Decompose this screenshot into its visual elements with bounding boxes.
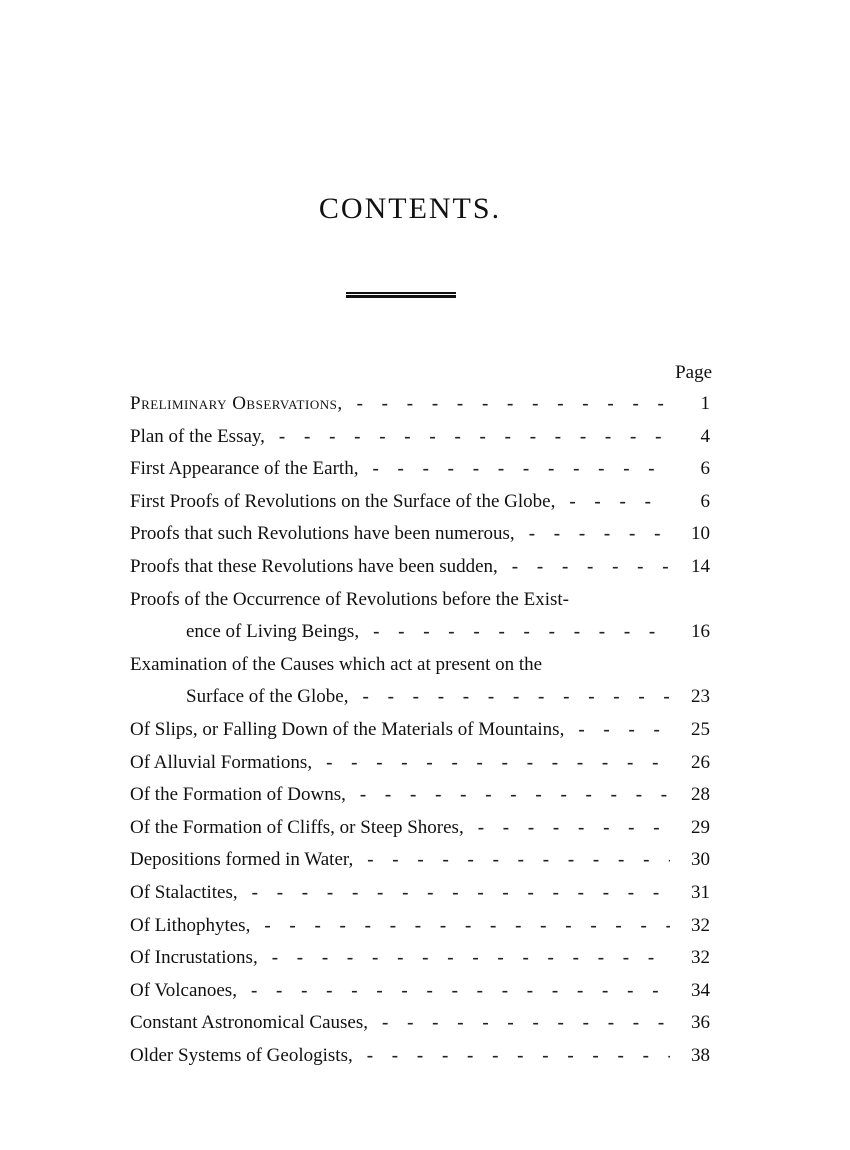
toc-entry-title: Of Stalactites, [130, 881, 238, 903]
toc-entry-page-number: 10 [691, 523, 710, 545]
toc-entry-page-number: 30 [691, 849, 710, 871]
toc-entry-page-number: 32 [691, 947, 710, 969]
dot-leader [367, 1040, 670, 1073]
dot-leader [357, 388, 670, 421]
dot-leader [279, 421, 670, 454]
toc-entry [130, 1007, 710, 1040]
toc-entry [130, 714, 710, 747]
divider-line-top [346, 292, 456, 294]
toc-entry-line [130, 1007, 710, 1040]
toc-entry-page-number: 32 [691, 914, 710, 936]
toc-entry [130, 844, 710, 877]
toc-entry-line [130, 388, 710, 421]
dot-leader [529, 518, 670, 551]
toc-entry [130, 812, 710, 845]
toc-entry-line [130, 584, 710, 617]
dot-leader [382, 1007, 670, 1040]
toc-entry-title: Of Slips, or Falling Down of the Materials of Mountains, [130, 718, 565, 740]
toc-entry-page-number: 31 [691, 881, 710, 903]
dot-leader [367, 844, 670, 877]
toc-entry-line [130, 421, 710, 454]
toc-entry-line [130, 518, 710, 551]
toc-entry [130, 877, 710, 910]
toc-entry-page-number: 25 [691, 718, 710, 740]
toc-entry-title: Constant Astronomical Causes, [130, 1012, 369, 1034]
toc-entry-line [130, 714, 710, 747]
toc-entry [130, 453, 710, 486]
dot-leader [272, 942, 670, 975]
toc-entry-line [130, 453, 710, 486]
toc-entry-page-number: 6 [700, 458, 710, 480]
toc-entry-title: Depositions formed in Water, [130, 849, 354, 871]
toc-entry-title: Proofs of the Occurrence of Revolutions before the Exist- [130, 588, 569, 610]
toc-entry [130, 942, 710, 975]
toc-entry-page-number: 1 [700, 393, 710, 414]
dot-leader [512, 551, 670, 584]
toc-entry [130, 975, 710, 1008]
toc-entry-line [130, 877, 710, 910]
toc-entry-title: Proofs that such Revolutions have been numerous, [130, 523, 515, 545]
toc-entry-line [130, 844, 710, 877]
toc-entry-title: ence of Living Beings, [186, 621, 360, 643]
toc-entry-page-number: 4 [700, 425, 710, 447]
toc-entry-title: Of Alluvial Formations, [130, 751, 313, 773]
toc-entry-title: Older Systems of Geologists, [130, 1044, 353, 1066]
toc-entry-title: Of the Formation of Cliffs, or Steep Shores, [130, 816, 464, 838]
toc-entry-title: Of the Formation of Downs, [130, 784, 346, 806]
toc-entry [130, 910, 710, 943]
toc-entry [130, 388, 710, 421]
toc-entry-page-number: 16 [691, 621, 710, 643]
title-divider-rule [346, 292, 456, 300]
dot-leader [373, 616, 670, 649]
toc-entry-page-number: 28 [691, 784, 710, 806]
toc-entry-line [130, 975, 710, 1008]
toc-entry [130, 486, 710, 519]
toc-entry-page-number: 14 [691, 555, 710, 577]
toc-entry-line [130, 649, 710, 682]
dot-leader [578, 714, 670, 747]
toc-entry-line [130, 486, 710, 519]
toc-entry-line [130, 747, 710, 780]
toc-entry-page-number: 29 [691, 816, 710, 838]
toc-entry [130, 1040, 710, 1073]
toc-entry [130, 421, 710, 454]
dot-leader [363, 681, 671, 714]
table-of-contents [130, 388, 710, 1072]
dot-leader [372, 453, 670, 486]
toc-entry-line [130, 910, 710, 943]
dot-leader [251, 975, 670, 1008]
toc-entry-page-number: 23 [691, 686, 710, 708]
toc-entry [130, 779, 710, 812]
page-column-header: Page [675, 362, 712, 383]
toc-entry [130, 649, 710, 714]
toc-entry-line [130, 942, 710, 975]
toc-entry-continuation-line [130, 616, 710, 649]
toc-entry-line [130, 779, 710, 812]
toc-entry-title: Proofs that these Revolutions have been sudden, [130, 555, 498, 577]
dot-leader [252, 877, 670, 910]
toc-entry [130, 551, 710, 584]
toc-entry-title: Examination of the Causes which act at present on the [130, 653, 543, 675]
divider-line-bottom [346, 295, 456, 298]
toc-entry-page-number: 38 [691, 1044, 710, 1066]
toc-entry-page-number: 34 [691, 979, 710, 1001]
toc-entry [130, 584, 710, 649]
toc-entry-title: Plan of the Essay, [130, 425, 265, 447]
page-title: CONTENTS. [318, 192, 502, 225]
dot-leader [326, 747, 670, 780]
toc-entry-title: Of Incrustations, [130, 947, 258, 969]
dot-leader [264, 910, 670, 943]
toc-entry-title: Preliminary Observations, [130, 393, 343, 414]
toc-entry-title: First Proofs of Revolutions on the Surface of the Globe, [130, 490, 556, 512]
toc-entry-line [130, 812, 710, 845]
toc-entry-line [130, 551, 710, 584]
toc-entry-title: Of Lithophytes, [130, 914, 251, 936]
toc-entry-continuation-line [130, 681, 710, 714]
toc-entry-page-number: 36 [691, 1012, 710, 1034]
dot-leader [478, 812, 670, 845]
toc-entry [130, 747, 710, 780]
toc-entry-title: First Appearance of the Earth, [130, 458, 359, 480]
dot-leader [360, 779, 670, 812]
toc-entry-title: Surface of the Globe, [186, 686, 349, 708]
toc-entry-page-number: 6 [700, 490, 710, 512]
toc-entry-line [130, 1040, 710, 1073]
toc-entry [130, 518, 710, 551]
dot-leader [569, 486, 670, 519]
toc-entry-page-number: 26 [691, 751, 710, 773]
toc-entry-title: Of Volcanoes, [130, 979, 237, 1001]
